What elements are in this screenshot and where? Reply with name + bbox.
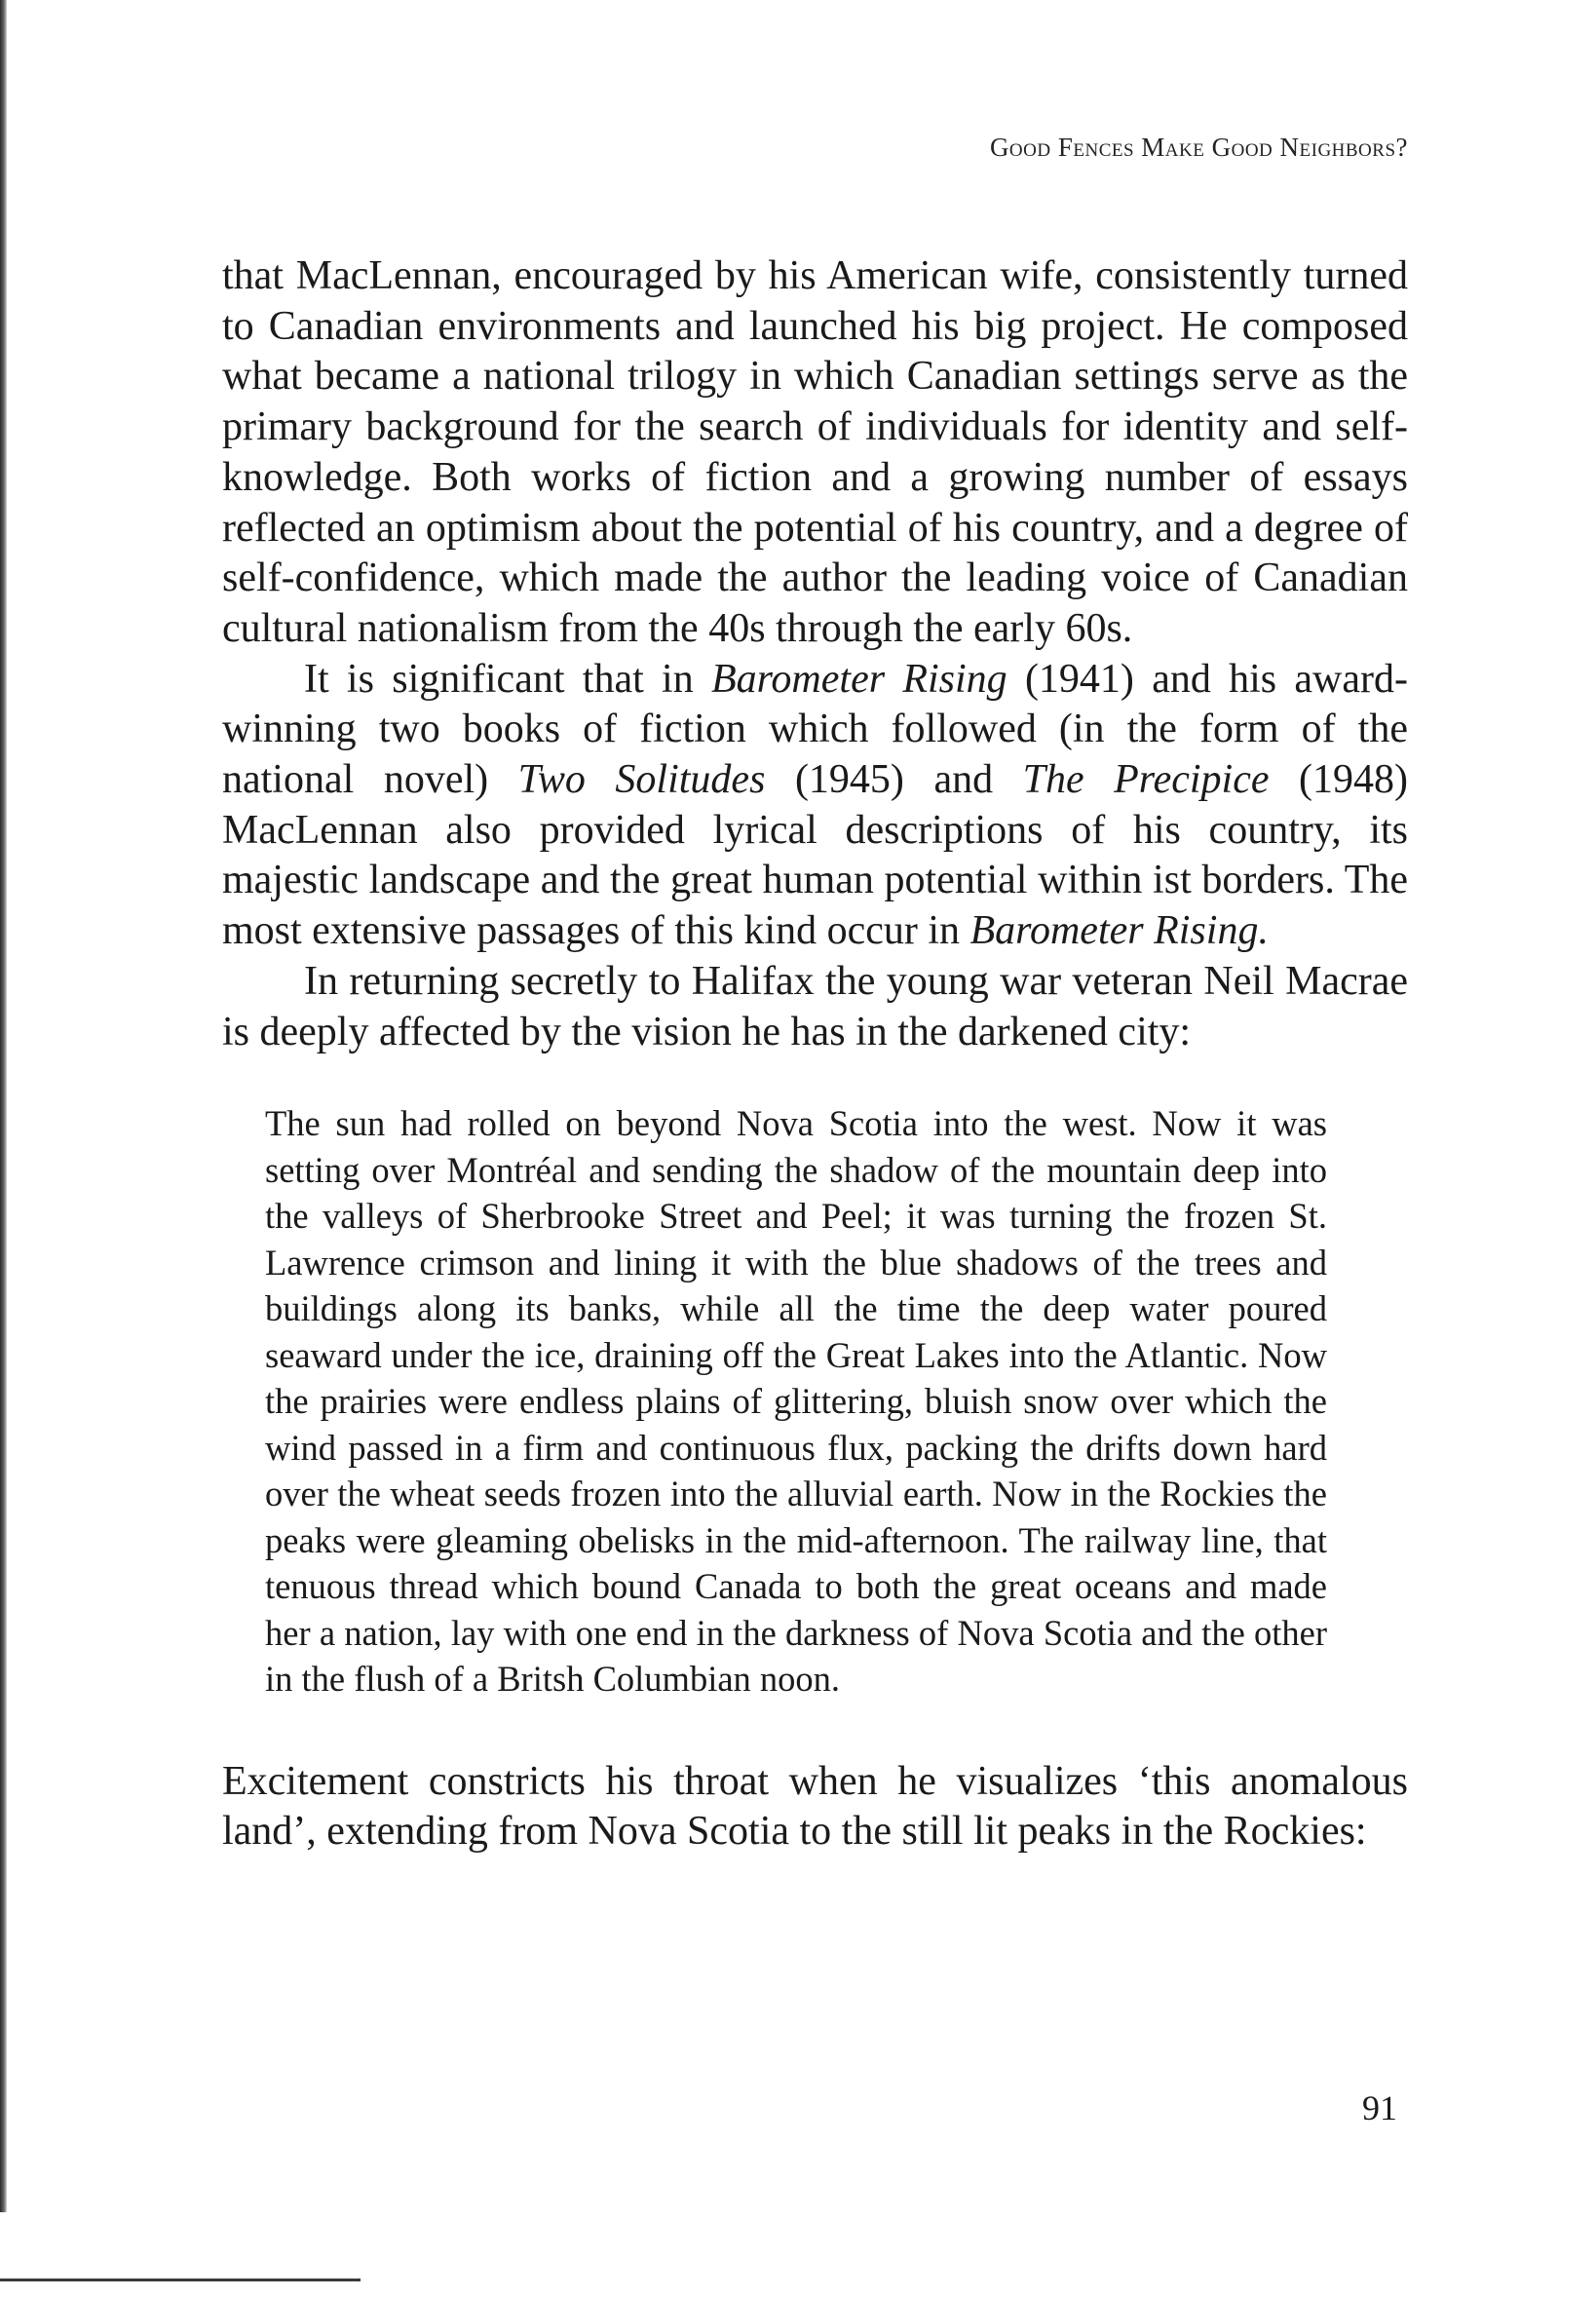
page-number: 91 [1362,2088,1397,2127]
paragraph-4: Excitement constricts his throat when he visualizes ‘this anomalous land’, extending from Nova Scotia to the still lit peaks in the Rockies: [222,1758,1408,1855]
book-title-barometer-rising: Barometer Rising [710,656,1007,702]
book-title-two-solitudes: Two Solitudes [517,757,766,803]
paragraph-2-text-4: (1948) MacLennan also provided lyrical descriptions of his country, its majestic landscape and the great human potential within ist borders. The most extensive passages of this kind occur in [222,757,1408,954]
bottom-scan-edge [0,2279,361,2281]
book-title-the-precipice: The Precipice [1022,757,1270,803]
page-binding-edge [0,0,7,2212]
main-text [222,251,1408,1858]
paragraph-2-text-2: (1941) and his award-winning two books of fiction which followed (in the form of the national novel) [222,656,1408,803]
paragraph-2-text-1: It is significant that in [304,656,711,702]
running-head: Good Fences Make Good Neighbors? [989,133,1408,162]
book-title-barometer-rising-2: Barometer Rising. [969,908,1269,954]
paragraph-2 [222,655,1408,957]
paragraph-2-text-3: (1945) and [765,757,1023,803]
paragraph-1: that MacLennan, encouraged by his American wife, consistently turned to Canadian environments and launched his big project. He composed what became a national trilogy in which Canadian settings serve as the primary background for the search of individuals for identity and self-knowledge. Both works of fiction and a growing number of essays reflected an optimism about the potential of his country, and a degree of self-confidence, which made the author the leading voice of Canadian cultural nationalism from the 40s through the early 60s. [222,253,1408,651]
paragraph-3: In returning secretly to Halifax the young war veteran Neil Macrae is deeply affected by the vision he has in the darkened city: [222,958,1408,1054]
block-quote: The sun had rolled on beyond Nova Scotia into the west. Now it was setting over Montréal and sending the shadow of the mountain deep into the valleys of Sherbrooke Street and Peel; it was turning the frozen St. Lawrence crimson and lining it with the blue shadows of the trees and buildings along its banks, while all the time the deep water poured seaward under the ice, draining off the Great Lakes into the Atlantic. Now the prairies were endless plains of glittering, bluish snow over which the wind passed in a firm and continuous flux, packing the drifts down hard over the wheat seeds frozen into the alluvial earth. Now in the Rockies the peaks were gleaming obelisks in the mid-afternoon. The railway line, that tenuous thread which bound Canada to both the great oceans and made her a nation, lay with one end in the darkness of Nova Scotia and the other in the flush of a Britsh Columbian noon. [265,1103,1327,1700]
